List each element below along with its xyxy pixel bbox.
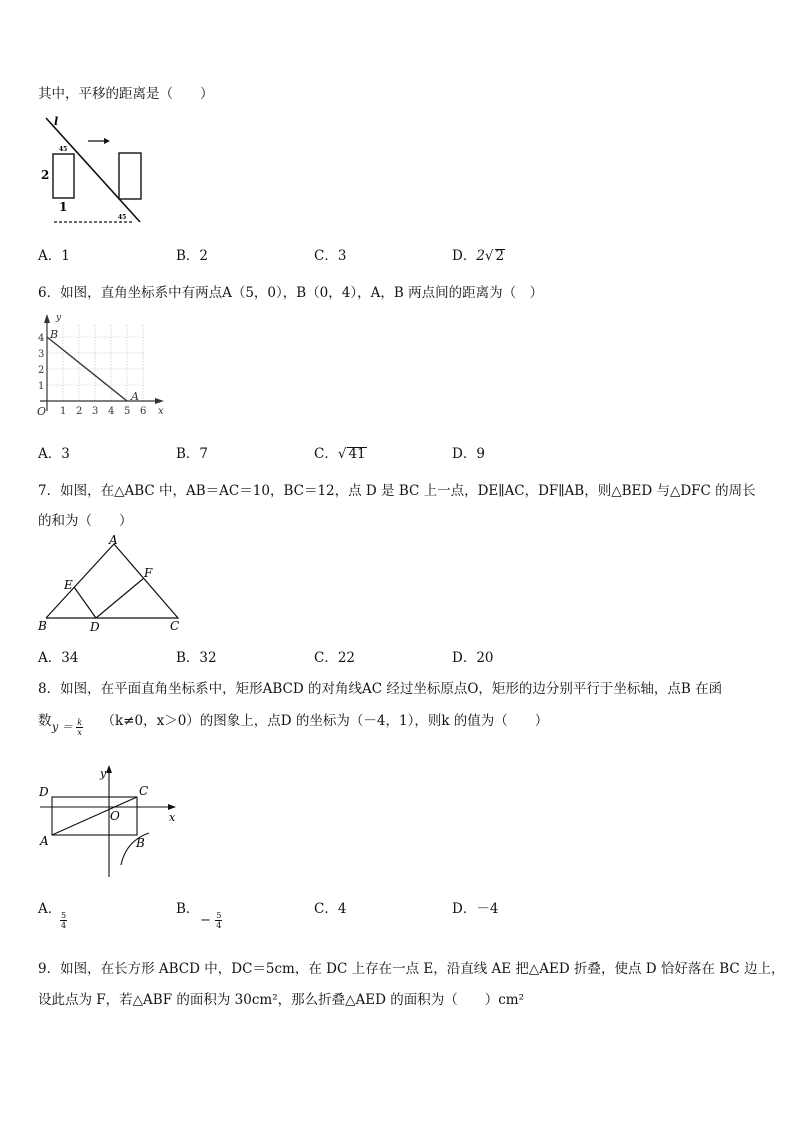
q8-axis-y: y	[100, 767, 107, 780]
q8-function-num: k	[77, 718, 83, 727]
q5-label-l: l	[54, 115, 59, 128]
q5-option-d-radicand: 2	[495, 248, 505, 264]
q5-stem: 其中，平移的距离是（ ）	[38, 86, 214, 102]
q6-xtick: 6	[140, 406, 147, 417]
q5-option-d-coef: 2	[476, 248, 485, 264]
q8-option-b-value	[200, 911, 222, 930]
q7-figure	[36, 532, 188, 636]
q5-option-d	[452, 244, 505, 264]
q6-ytick: 3	[38, 349, 45, 360]
q7-option-b: B．32	[176, 650, 217, 666]
q7-stem-line2: 的和为（ ）	[38, 513, 133, 529]
q6-origin: O	[37, 405, 47, 418]
q5-label-45-top: 45	[59, 146, 68, 153]
q8-origin: O	[110, 809, 120, 823]
q8-point-c: C	[139, 784, 149, 798]
q5-figure	[38, 112, 148, 227]
q7-option-a: A．34	[38, 650, 79, 666]
q9-stem-line1: 9．如图，在长方形 ABCD 中，DC＝5cm，在 DC 上存在一点 E，沿直线 AE 把△AED 折叠，使点 D 恰好落在 BC 边上，	[38, 961, 785, 977]
q7-point-a: A	[109, 533, 118, 547]
sqrt-icon: √	[337, 446, 347, 462]
q8-point-a: A	[40, 834, 49, 848]
q8-stem-line2	[38, 709, 548, 729]
q8-option-d: D．－4	[452, 901, 499, 917]
q8-option-a-num: 5	[61, 911, 67, 920]
q8-option-b-fraction	[215, 911, 222, 930]
q6-option-c	[314, 442, 367, 462]
q8-axis-x: x	[169, 811, 176, 824]
sqrt-icon: √	[484, 248, 494, 264]
q7-option-c: C．22	[314, 650, 356, 666]
q8-option-b	[176, 897, 222, 930]
q8-option-b-sign: −	[200, 913, 211, 928]
q6-stem: 6．如图，直角坐标系中有两点A（5，0），B（0，4），A，B 两点间的距离为（ ）	[38, 285, 544, 301]
q8-option-a-den: 4	[61, 921, 67, 930]
q8-function	[52, 718, 83, 737]
q7-point-b: B	[38, 619, 47, 633]
q5-option-b: B．2	[176, 248, 209, 264]
q5-label-45-bottom: 45	[118, 214, 127, 221]
q8-stem-line2-post: （k≠0，x＞0）的图象上，点D 的坐标为（－4，1），则k 的值为（ ）	[101, 713, 549, 729]
q5-option-a: A．1	[38, 248, 70, 264]
q8-point-d: D	[39, 785, 49, 799]
q8-option-a	[38, 897, 67, 930]
q6-option-a: A．3	[38, 446, 70, 462]
q7-point-c: C	[170, 619, 180, 633]
q6-axis-y: y	[56, 313, 62, 323]
q6-option-c-radicand: 41	[348, 446, 366, 462]
q8-function-den: x	[77, 728, 82, 737]
q6-ytick: 4	[38, 333, 45, 344]
q9-stem-line2: 设此点为 F，若△ABF 的面积为 30cm²，那么折叠△AED 的面积为（ ）cm²	[38, 992, 524, 1008]
q6-ytick: 2	[38, 365, 45, 376]
q8-function-fraction	[76, 718, 83, 737]
q5-label-1: 1	[59, 200, 68, 214]
q6-xtick: 1	[60, 406, 67, 417]
q8-option-b-num: 5	[216, 911, 222, 920]
q6-ytick: 1	[38, 381, 45, 392]
q6-option-b: B．7	[176, 446, 209, 462]
q6-point-a: A	[131, 390, 139, 403]
q6-option-d: D．9	[452, 446, 485, 462]
q8-function-y: y ＝	[52, 720, 73, 734]
q7-stem-line1: 7．如图，在△ABC 中，AB＝AC＝10，BC＝12，点 D 是 BC 上一点，DE∥AC，DF∥AB，则△BED 与△DFC 的周长	[38, 483, 756, 499]
q6-xtick: 5	[124, 406, 131, 417]
q6-xtick: 3	[92, 406, 99, 417]
q8-option-c: C．4	[314, 901, 347, 917]
q8-stem-line2-pre: 数	[38, 713, 52, 729]
q8-option-a-fraction	[60, 911, 67, 930]
q7-point-d: D	[90, 620, 100, 634]
q5-option-d-prefix: D．	[452, 248, 477, 264]
q5-label-2: 2	[41, 168, 50, 182]
q8-point-b: B	[136, 836, 145, 850]
q6-xtick: 2	[76, 406, 83, 417]
q6-xtick: 4	[108, 406, 115, 417]
q8-option-b-prefix: B．	[176, 901, 200, 917]
q7-point-e: E	[64, 578, 73, 592]
q6-axis-x: x	[158, 406, 164, 417]
q6-point-b: B	[50, 328, 59, 341]
q7-point-f: F	[144, 566, 153, 580]
q5-option-c: C．3	[314, 248, 347, 264]
q8-figure	[36, 763, 186, 881]
q6-figure	[36, 311, 170, 421]
q8-option-b-den: 4	[216, 921, 222, 930]
q8-stem-line1: 8．如图，在平面直角坐标系中，矩形ABCD 的对角线AC 经过坐标原点O，矩形的边分别平行于坐标轴，点B 在函	[38, 681, 723, 697]
q7-option-d: D．20	[452, 650, 494, 666]
q6-option-c-prefix: C．	[314, 446, 338, 462]
q8-option-a-prefix: A．	[38, 901, 62, 917]
